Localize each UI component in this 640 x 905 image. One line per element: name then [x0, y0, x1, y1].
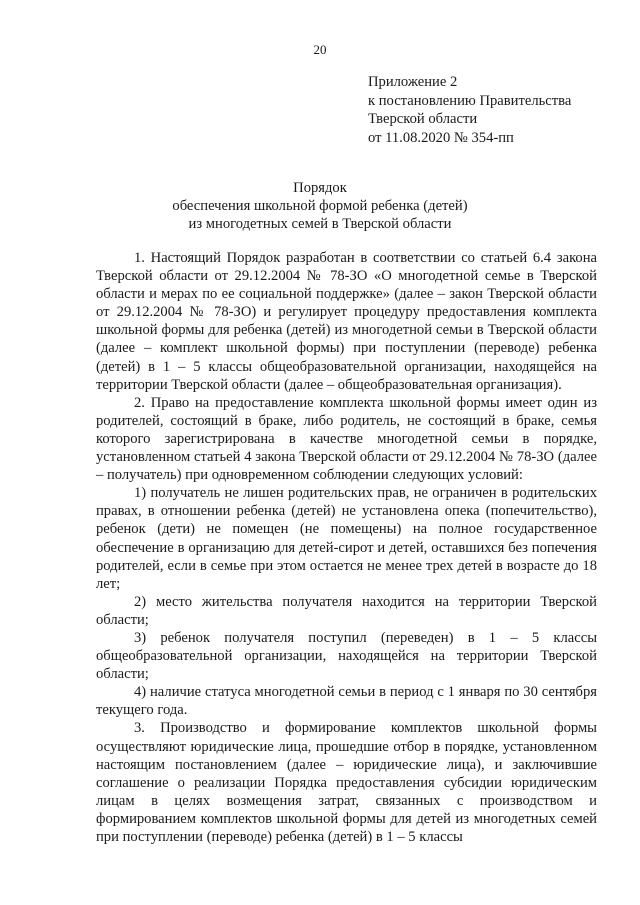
paragraph: 1. Настоящий Порядок разработан в соответствии со статьей 6.4 закона Тверской области от 29.12.2004 № 78-ЗО «О многодетной семье в Тверской области и мерах по ее социальной поддержке» (далее – закон Тверской области от 29.12.2004 № 78-ЗО) и регулирует процедуру предоставления комплекта школьной формы для ребенка (детей) из многодетной семьи в Тверской области (далее – комплект школьной формы) при поступлении (переводе) ребенка (детей) в 1 – 5 классы общеобразовательной организации, находящейся на территории Тверской области (далее – общеобразовательная организация). [96, 250, 597, 393]
appendix-line: Приложение 2 [368, 74, 458, 90]
appendix-line: от 11.08.2020 № 354-пп [368, 129, 514, 146]
appendix-header [368, 73, 571, 147]
appendix-line: Тверской области [368, 111, 478, 127]
paragraph: 2. Право на предоставление комплекта школьной формы имеет один из родителей, состоящий в браке, либо родитель, не состоящий в браке, семья которого зарегистрирована в качестве многодетной семьи в порядке, установленном статьей 4 закона Тверской области от 29.12.2004 № 78-ЗО (далее – получатель) при одновременном соблюдении следующих условий: [96, 394, 597, 484]
title-line: Порядок [293, 180, 347, 196]
title-line: из многодетных семей в Тверской области [188, 216, 452, 232]
paragraph: 2) место жительства получателя находится на территории Тверской области; [96, 593, 597, 628]
paragraph: 3. Производство и формирование комплектов школьной формы осуществляют юридические лица, прошедшие отбор в порядке, установленном настоящим постановлением (далее – юридические лица), и заключившие соглашение о реализации Порядка предоставления субсидии юридическим лицам в целях возмещения затрат, связанных с производством и формированием комплектов школьной формы для детей из многодетных семей при поступлении (переводе) ребенка (детей) в 1 – 5 классы [96, 720, 597, 845]
appendix-line: к постановлению Правительства [368, 92, 572, 109]
title-line: обеспечения школьной формой ребенка (детей) [172, 198, 468, 214]
page-number: 20 [313, 42, 327, 57]
document-title [0, 179, 640, 233]
paragraph: 4) наличие статуса многодетной семьи в период с 1 января по 30 сентября текущего года. [96, 684, 597, 719]
paragraph: 1) получатель не лишен родительских прав, не ограничен в родительских правах, в отношении ребенка (детей) не установлена опека (попечительство), ребенок (дети) не помещен (не помещены) на полное государственное обеспечение в организацию для детей-сирот и детей, оставшихся без попечения родителей, если в семье при этом остается не менее трех детей в возрасте до 18 лет; [96, 485, 597, 592]
paragraph: 3) ребенок получателя поступил (переведен) в 1 – 5 классы общеобразовательной организации, находящейся на территории Тверской области; [96, 629, 597, 683]
document-body [96, 249, 597, 846]
